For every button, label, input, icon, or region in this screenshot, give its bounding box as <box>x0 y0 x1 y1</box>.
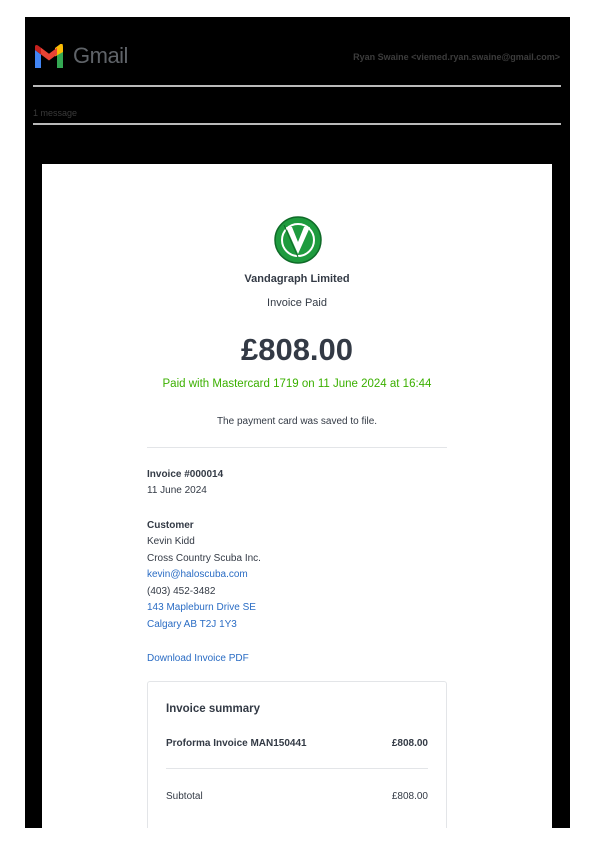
invoice-amount: £808.00 <box>240 332 354 367</box>
vandagraph-logo-icon <box>274 216 322 264</box>
summary-title: Invoice summary <box>166 703 260 715</box>
summary-subtotal-row <box>166 791 428 802</box>
card-saved-note: The payment card was saved to file. <box>216 416 378 427</box>
customer-address-line1-link[interactable]: 143 Mapleburn Drive SE <box>147 602 256 613</box>
line-item-amount: £808.00 <box>391 738 428 749</box>
header-divider <box>33 85 561 87</box>
subtotal-label: Subtotal <box>166 791 203 802</box>
gmail-header <box>33 43 562 73</box>
section-divider <box>147 447 447 448</box>
message-count: 1 message <box>33 108 78 118</box>
customer-name: Kevin Kidd <box>147 536 195 547</box>
summary-line-item <box>166 738 428 749</box>
message-divider <box>33 123 561 125</box>
payment-confirmation: Paid with Mastercard 1719 on 11 June 2024 at 16:44 <box>162 378 432 390</box>
customer-heading: Customer <box>147 520 194 531</box>
gmail-print-page <box>25 17 570 828</box>
company-name: Vandagraph Limited <box>244 273 350 285</box>
invoice-date: 11 June 2024 <box>147 485 207 496</box>
customer-address-line2-link[interactable]: Calgary AB T2J 1Y3 <box>147 619 237 630</box>
gmail-envelope-icon <box>33 44 65 68</box>
line-item-label: Proforma Invoice MAN150441 <box>166 738 307 749</box>
gmail-logo <box>33 43 128 69</box>
invoice-status: Invoice Paid <box>267 297 327 309</box>
subtotal-amount: £808.00 <box>391 791 428 802</box>
invoice-number: Invoice #000014 <box>147 469 224 480</box>
invoice-summary <box>147 681 447 828</box>
customer-phone: (403) 452-3482 <box>147 586 216 597</box>
customer-email-link[interactable]: kevin@haloscuba.com <box>147 569 248 580</box>
account-email: Ryan Swaine <viemed.ryan.swaine@gmail.com> <box>353 52 560 62</box>
email-body <box>42 164 552 828</box>
customer-company: Cross Country Scuba Inc. <box>147 553 261 564</box>
gmail-wordmark: Gmail <box>73 43 128 68</box>
summary-divider <box>166 768 428 769</box>
download-invoice-pdf-link[interactable]: Download Invoice PDF <box>147 653 249 664</box>
